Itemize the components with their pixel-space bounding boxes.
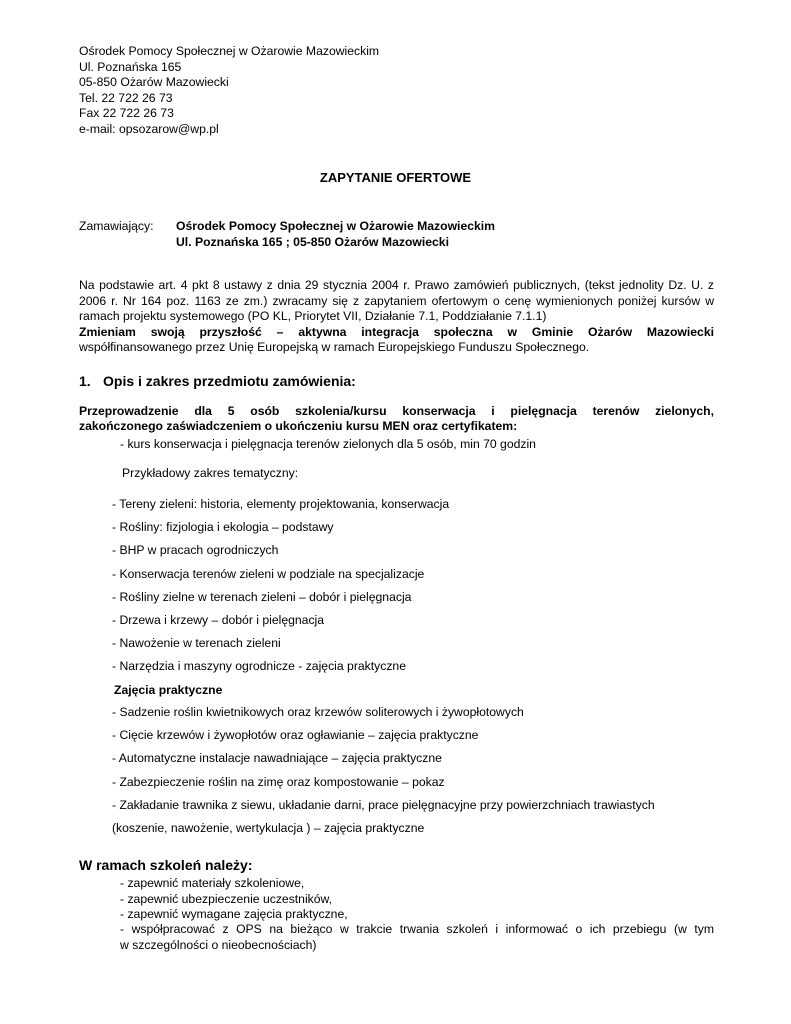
list-item: - Konserwacja terenów zieleni w podziale na specjalizacje — [112, 566, 425, 581]
section-1-heading — [79, 373, 356, 389]
list-item: - Tereny zieleni: historia, elementy projektowania, konserwacja — [112, 497, 450, 511]
orderer-address: Ul. Poznańska 165 ; 05-850 Ożarów Mazowiecki — [176, 234, 449, 249]
org-name: Ośrodek Pomocy Społecznej w Ożarowie Mazowieckim — [79, 44, 380, 58]
section-1-title: Opis i zakres przedmiotu zamówienia: — [103, 373, 356, 389]
practical-continuation: (koszenie, nawożenie, wertykulacja ) – zajęcia praktyczne — [112, 821, 425, 835]
list-item: - Narzędzia i maszyny ogrodnicze - zajęcia praktyczne — [112, 659, 406, 674]
practical-heading: Zajęcia praktyczne — [114, 683, 223, 697]
list-item: - Drzewa i krzewy – dobór i pielęgnacja — [112, 612, 325, 627]
duty-cooperation-line-1: - współpracować z OPS na bieżąco w trakcie trwania szkoleń i informować o ich przebiegu (w tym — [120, 922, 714, 936]
list-item: - zapewnić ubezpieczenie uczestników, — [120, 891, 333, 906]
org-phone: Tel. 22 722 26 73 — [79, 90, 173, 105]
document-title: ZAPYTANIE OFERTOWE — [319, 170, 472, 185]
list-item: - Zakładanie trawnika z siewu, układanie darni, prace pielęgnacyjne przy powierzchniach trawiastych — [112, 797, 655, 812]
duty-cooperation — [120, 922, 714, 953]
project-name: Zmieniam swoją przyszłość – aktywna integracja społeczna w Gminie Ożarów Mazowiecki — [79, 324, 714, 339]
orderer-label: Zamawiający: — [79, 219, 154, 233]
orderer-details — [176, 219, 495, 250]
section-1-number: 1. — [79, 373, 91, 389]
org-city: 05-850 Ożarów Mazowiecki — [79, 75, 229, 90]
list-item: - Rośliny: fizjologia i ekologia – podstawy — [112, 520, 334, 535]
orderer-name: Ośrodek Pomocy Społecznej w Ożarowie Mazowieckim — [176, 219, 496, 233]
course-description: - kurs konserwacja i pielęgnacja terenów zielonych dla 5 osób, min 70 godzin — [120, 437, 536, 451]
list-item: - BHP w pracach ogrodniczych — [112, 543, 279, 558]
org-email: e-mail: opsozarow@wp.pl — [79, 121, 219, 136]
list-item: - Automatyczne instalacje nawadniające – zajęcia praktyczne — [112, 751, 442, 766]
topics-list — [112, 497, 449, 683]
sample-scope-label: Przykładowy zakres tematyczny: — [122, 466, 299, 480]
lead-line-1: Przeprowadzenie dla 5 osób szkolenia/kursu konserwacja i pielęgnacja terenów zielonych, — [79, 404, 714, 418]
list-item: - Cięcie krzewów i żywopłotów oraz ogławianie – zajęcia praktyczne — [112, 728, 479, 743]
list-item: - zapewnić materiały szkoleniowe, — [120, 876, 305, 890]
sender-address-block — [79, 44, 379, 138]
cofinance-text: współfinansowanego przez Unię Europejską w ramach Europejskiego Funduszu Społecznego. — [79, 340, 590, 355]
duties-list — [120, 876, 348, 923]
list-item: - zapewnić wymagane zajęcia praktyczne, — [120, 907, 348, 921]
lead-line-2: zakończonego zaświadczeniem o ukończeniu kursu MEN oraz certyfikatem: — [79, 419, 518, 433]
intro-text: Na podstawie art. 4 pkt 8 ustawy z dnia 29 stycznia 2004 r. Prawo zamówień publicznych, (tekst jednolity Dz. U. z 2006 r. Nr 164 poz. 1163 ze zm.) zwracamy się z zapytaniem ofertowym o cenę wymienionych poniżej kursów w ramach projektu systemowego (PO KL, Priorytet VII, Działanie 7.1, Poddziałanie 7.1.1) — [79, 278, 714, 324]
duty-cooperation-line-2: w szczególności o nieobecnościach) — [120, 937, 317, 952]
org-street: Ul. Poznańska 165 — [79, 59, 182, 74]
section-1-lead — [79, 404, 714, 434]
list-item: - Rośliny zielne w terenach zieleni – dobór i pielęgnacja — [112, 589, 412, 604]
section-2-heading: W ramach szkoleń należy: — [79, 857, 253, 873]
practical-list — [112, 705, 655, 813]
list-item: - Nawożenie w terenach zieleni — [112, 636, 281, 651]
intro-paragraph — [79, 278, 714, 356]
list-item: - Zabezpieczenie roślin na zimę oraz kompostowanie – pokaz — [112, 774, 445, 789]
list-item: - Sadzenie roślin kwietnikowych oraz krzewów soliterowych i żywopłotowych — [112, 705, 524, 719]
org-fax: Fax 22 722 26 73 — [79, 106, 174, 121]
